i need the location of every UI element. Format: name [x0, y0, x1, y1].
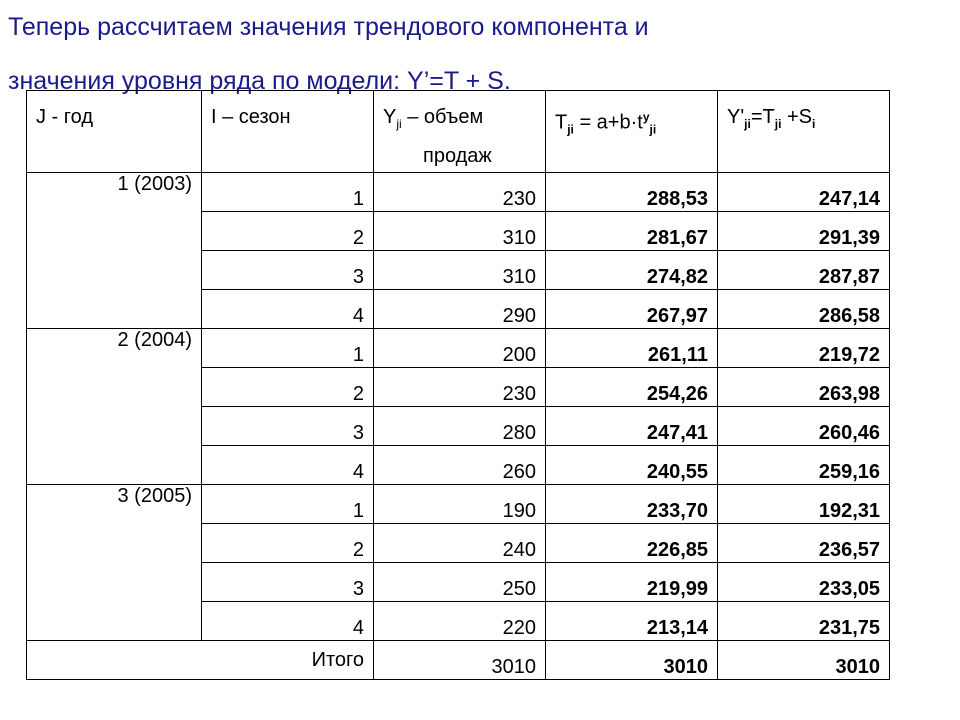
trend-value-cell: 226,85 [546, 524, 718, 563]
season-cell: 1 [202, 329, 374, 368]
model-level-cell: 263,98 [718, 368, 890, 407]
season-cell: 4 [202, 602, 374, 641]
total-trend: 3010 [546, 641, 718, 680]
header-year: J - год [27, 91, 202, 173]
model-level-cell: 233,05 [718, 563, 890, 602]
model-level-cell: 236,57 [718, 524, 890, 563]
model-level-cell: 260,46 [718, 407, 890, 446]
total-label: Итого [27, 641, 374, 680]
title-line-2: значения уровня ряда по модели: Y’=T + S. [8, 67, 511, 95]
trend-value-cell: 288,53 [546, 173, 718, 212]
table-row [27, 329, 890, 368]
season-cell: 1 [202, 485, 374, 524]
forecast-table [26, 90, 890, 680]
year-cell: 3 (2005) [27, 485, 202, 641]
model-level-cell: 231,75 [718, 602, 890, 641]
model-level-cell: 287,87 [718, 251, 890, 290]
header-row [27, 91, 890, 173]
sales-volume-cell: 250 [374, 563, 546, 602]
sales-volume-cell: 200 [374, 329, 546, 368]
trend-value-cell: 261,11 [546, 329, 718, 368]
trend-value-cell: 274,82 [546, 251, 718, 290]
table-body [27, 173, 890, 680]
trend-value-cell: 219,99 [546, 563, 718, 602]
model-level-cell: 259,16 [718, 446, 890, 485]
season-cell: 2 [202, 212, 374, 251]
trend-value-cell: 233,70 [546, 485, 718, 524]
model-level-cell: 192,31 [718, 485, 890, 524]
header-trend: $T_{ji} = a+b\cdot t^y_{ji}$ [546, 91, 718, 173]
season-cell: 3 [202, 563, 374, 602]
season-cell: 3 [202, 407, 374, 446]
trend-value-cell: 254,26 [546, 368, 718, 407]
season-cell: 4 [202, 290, 374, 329]
sales-volume-cell: 260 [374, 446, 546, 485]
sales-volume-cell: 230 [374, 368, 546, 407]
trend-value-cell: 240,55 [546, 446, 718, 485]
model-level-cell: 219,72 [718, 329, 890, 368]
sales-volume-cell: 280 [374, 407, 546, 446]
season-cell: 2 [202, 524, 374, 563]
season-cell: 4 [202, 446, 374, 485]
year-cell: 2 (2004) [27, 329, 202, 485]
table-row [27, 485, 890, 524]
season-cell: 2 [202, 368, 374, 407]
total-model-level: 3010 [718, 641, 890, 680]
header-season: I – сезон [202, 91, 374, 173]
trend-value-cell: 281,67 [546, 212, 718, 251]
model-level-cell: 291,39 [718, 212, 890, 251]
season-cell: 1 [202, 173, 374, 212]
season-cell: 3 [202, 251, 374, 290]
model-level-cell: 286,58 [718, 290, 890, 329]
sales-volume-cell: 220 [374, 602, 546, 641]
table-row [27, 173, 890, 212]
sales-volume-cell: 310 [374, 251, 546, 290]
total-sales-volume: 3010 [374, 641, 546, 680]
header-sales-volume: $Y_{ji}$ – объем продаж [374, 91, 546, 173]
title-line-1: Теперь рассчитаем значения трендового компонента и [8, 13, 649, 41]
year-cell: 1 (2003) [27, 173, 202, 329]
sales-volume-cell: 240 [374, 524, 546, 563]
trend-value-cell: 247,41 [546, 407, 718, 446]
sales-volume-cell: 310 [374, 212, 546, 251]
total-row [27, 641, 890, 680]
trend-value-cell: 267,97 [546, 290, 718, 329]
sales-volume-cell: 290 [374, 290, 546, 329]
sales-volume-cell: 190 [374, 485, 546, 524]
trend-value-cell: 213,14 [546, 602, 718, 641]
sales-volume-cell: 230 [374, 173, 546, 212]
header-model-level: $Y'_{ji}=T_{ji} +S_i$ [718, 91, 890, 173]
model-level-cell: 247,14 [718, 173, 890, 212]
